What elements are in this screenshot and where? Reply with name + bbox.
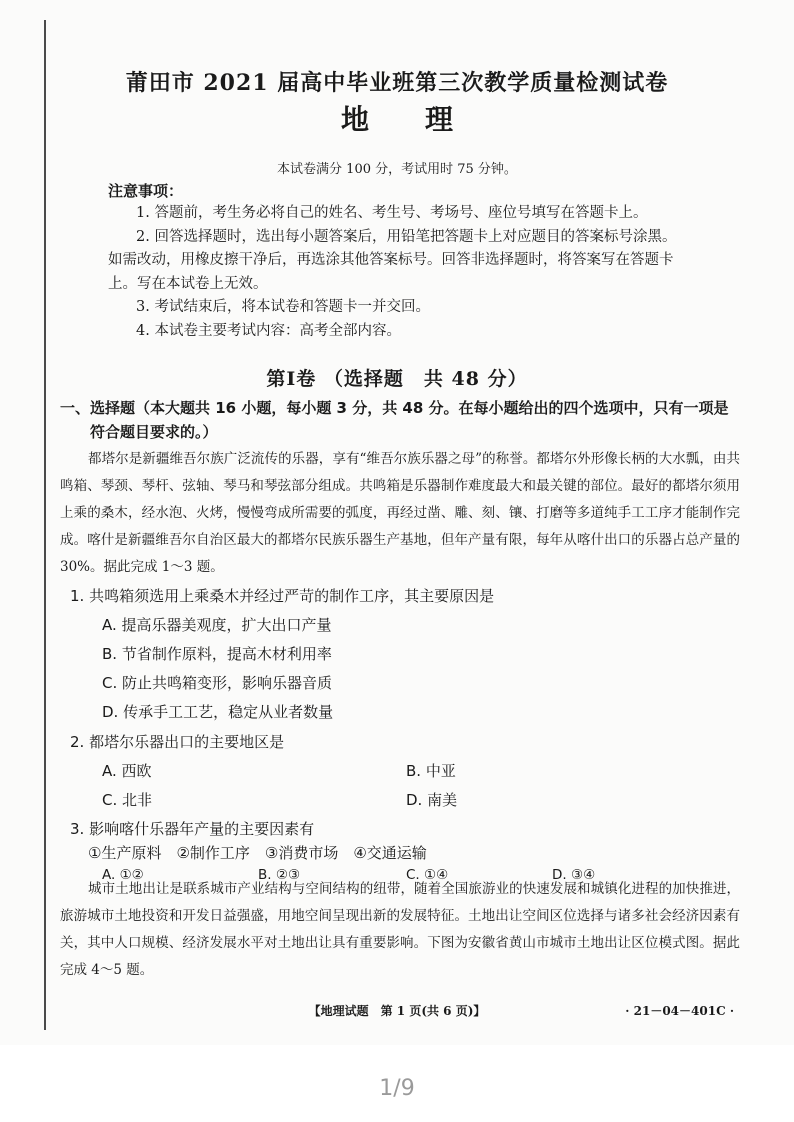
page-indicator: 1/9 [379,1076,415,1101]
section-title: 第Ⅰ卷 （选择题 共 48 分） [266,368,528,390]
instruction-line: 符合题目要求的。） [90,423,218,441]
exam-title: 莆田市 2021 届高中毕业班第三次教学质量检测试卷 [125,70,669,96]
question-2-stem: 2. 都塔尔乐器出口的主要地区是 [70,733,285,751]
notice-heading: 注意事项： [108,182,184,200]
q1-option-d: D. 传承手工工艺，稳定从业者数量 [102,703,334,721]
notice-item: 3. 考试结束后，将本试卷和答题卡一并交回。 [136,299,430,315]
q3-factor-list: ①生产原料 ②制作工序 ③消费市场 ④交通运输 [88,844,427,862]
footer-page-info: 【地理试题 第 1 页(共 6 页)】 [308,1004,486,1018]
q2-option-d: D. 南美 [406,791,458,809]
q1-option-a: A. 提高乐器美观度，扩大出口产量 [102,616,332,634]
notice-item: 2. 回答选择题时，选出每小题答案后，用铅笔把答题卡上对应题目的答案标号涂黑。如需改动，用橡皮擦干净后，再选涂其他答案标号。回答非选择题时，将答案写在答题卡上。写在本试卷上无效。 [108,228,677,292]
reading-passage-2: 城市土地出让是联系城市产业结构与空间结构的纽带，随着全国旅游业的快速发展和城镇化进程的加快推进，旅游城市土地投资和开发日益强盛，用地空间呈现出新的发展特征。土地出让空间区位选择与诸多社会经济因素有关，其中人口规模、经济发展水平对土地出让具有重要影响。下图为安徽省黄山市城市土地出让区位模式图。据此完成 4～5 题。 [60,881,740,978]
question-3-stem: 3. 影响喀什乐器年产量的主要因素有 [70,820,315,838]
exam-info: 本试卷满分 100 分，考试用时 75 分钟。 [277,162,517,177]
q3-option-b: B. ②③ [258,867,301,883]
notice-item: 4. 本试卷主要考试内容：高考全部内容。 [136,322,401,339]
q1-option-c: C. 防止共鸣箱变形，影响乐器音质 [102,674,333,692]
instruction-line: 一、选择题（本大题共 16 小题，每小题 3 分，共 48 分。在每小题给出的四个选项中，只有一项是 [60,399,729,417]
subject-title: 地理 [340,103,509,136]
q3-option-c: C. ①④ [406,867,449,883]
notice-item: 1. 答题前，考生务必将自己的姓名、考生号、考场号、座位号填写在答题卡上。 [136,205,648,221]
q2-option-c: C. 北非 [102,791,153,809]
q3-option-a: A. ①② [102,867,144,883]
question-1-stem: 1. 共鸣箱须选用上乘桑木并经过严苛的制作工序，其主要原因是 [70,587,495,605]
q3-option-d: D. ③④ [552,867,596,883]
q2-option-a: A. 西欧 [102,762,152,780]
q2-option-b: B. 中亚 [406,762,456,780]
notice-list [108,202,688,343]
q1-option-b: B. 节省制作原料，提高木材利用率 [102,645,332,663]
reading-passage-1: 都塔尔是新疆维吾尔族广泛流传的乐器，享有“维吾尔族乐器之母”的称誉。都塔尔外形像长柄的大水瓢，由共鸣箱、琴颈、琴杆、弦轴、琴马和琴弦部分组成。共鸣箱是乐器制作难度最大和最关键的部位。最好的都塔尔须用上乘的桑木，经水泡、火烤，慢慢弯成所需要的弧度，再经过凿、雕、刻、镶、打磨等多道纯手工工序才能制作完成。喀什是新疆维吾尔自治区最大的都塔尔民族乐器生产基地，但年产量有限，每年从喀什出口的乐器占总产量的 30%。据此完成 1～3 题。 [60,451,740,575]
section-instruction [60,396,740,444]
footer-paper-code: · 21－04－401C · [625,1004,734,1018]
